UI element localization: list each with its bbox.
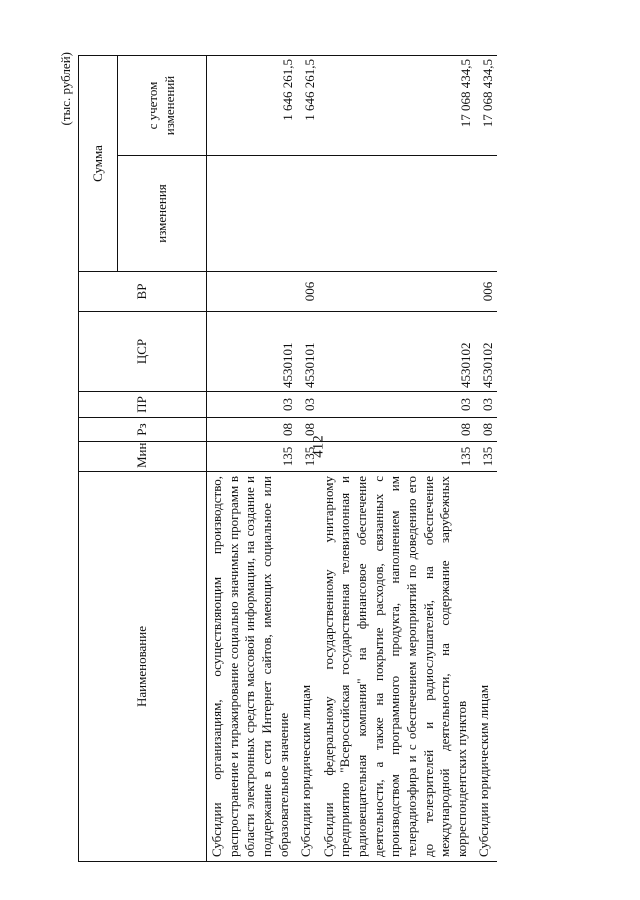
header-csr: ЦСР — [79, 312, 207, 392]
row-min: 135 — [319, 442, 475, 472]
row-min: 135 — [296, 442, 319, 472]
rotated-page-content — [56, 42, 616, 862]
row-changes — [207, 156, 297, 272]
header-with-changes: с учетом изменений — [118, 56, 207, 156]
header-name: Наименование — [79, 472, 207, 862]
row-csr: 4530101 — [296, 312, 319, 392]
row-changes — [319, 156, 475, 272]
header-vr: ВР — [79, 272, 207, 312]
header-min: Мин — [79, 442, 207, 472]
row-total: 1 646 261,5 — [296, 56, 319, 156]
row-rz: 08 — [474, 418, 497, 442]
row-total: 1 646 261,5 — [207, 56, 297, 156]
header-rz: Рз — [79, 418, 207, 442]
row-csr: 4530101 — [207, 312, 297, 392]
page-number: 412 — [310, 435, 327, 458]
row-rz: 08 — [207, 418, 297, 442]
row-rz: 08 — [319, 418, 475, 442]
row-name: Субсидии юридическим лицам — [474, 472, 497, 862]
row-pr: 03 — [296, 392, 319, 418]
row-changes — [296, 156, 319, 272]
row-vr — [207, 272, 297, 312]
row-pr: 03 — [319, 392, 475, 418]
header-sum: Сумма — [79, 56, 118, 272]
table-row — [474, 56, 497, 862]
row-name: Субсидии федеральному государственному унитарному предприятию "Всероссийская государственная телевизионная и радиовещательная компания" на финансовое обеспечение деятельности, а также на покрытие расходов, связанных с производством программного продукта, наполнением им телерадиоэфира и с обеспечением мероприятий по доведению его до телезрителей и радиослушателей, на обеспечение международной деятельности, на содержание зарубежных корреспондентских пунктов — [319, 472, 475, 862]
units-label: (тыс. рублей) — [58, 52, 73, 126]
row-changes — [474, 156, 497, 272]
table-row — [319, 56, 475, 862]
row-vr: 006 — [474, 272, 497, 312]
budget-table — [78, 55, 497, 862]
row-vr — [319, 272, 475, 312]
table-row — [207, 56, 297, 862]
row-min: 135 — [207, 442, 297, 472]
table-body — [207, 56, 498, 862]
row-pr: 03 — [207, 392, 297, 418]
header-changes: изменения — [118, 156, 207, 272]
row-name: Субсидии юридическим лицам — [296, 472, 319, 862]
table-header — [79, 56, 207, 862]
table-row — [296, 56, 319, 862]
row-min: 135 — [474, 442, 497, 472]
row-name: Субсидии организациям, осуществляющим производство, распространение и тиражирование социально значимых программ в области электронных средств массовой информации, на создание и поддержание в сети Интернет сайтов, имеющих социальное или образовательное значение — [207, 472, 297, 862]
row-total: 17 068 434,5 — [319, 56, 475, 156]
row-vr: 006 — [296, 272, 319, 312]
header-pr: ПР — [79, 392, 207, 418]
row-csr: 4530102 — [319, 312, 475, 392]
row-pr: 03 — [474, 392, 497, 418]
row-total: 17 068 434,5 — [474, 56, 497, 156]
row-csr: 4530102 — [474, 312, 497, 392]
row-rz: 08 — [296, 418, 319, 442]
